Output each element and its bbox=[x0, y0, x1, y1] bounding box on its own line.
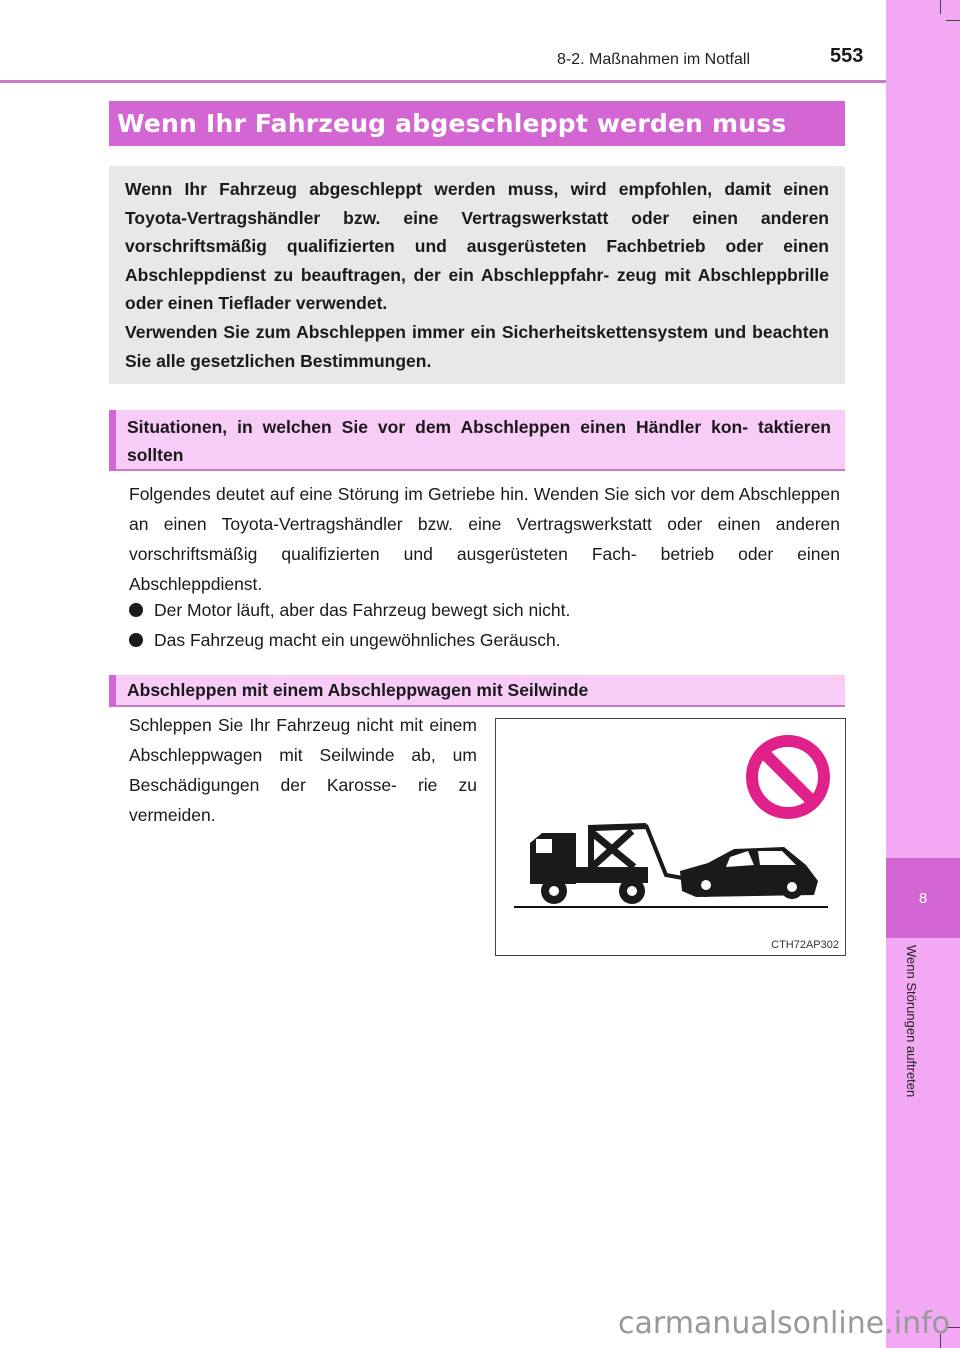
section-heading-winch-text: Abschleppen mit einem Abschleppwagen mit Seilwinde bbox=[127, 680, 589, 700]
prohibition-icon bbox=[752, 741, 824, 813]
intro-paragraph-1: Wenn Ihr Fahrzeug abgeschleppt werden muss, wird empfohlen, damit einen Toyota-Vertragshändler bzw. eine Vertragswerkstatt oder einen anderen vorschriftsmäßig qualifizierten und ausgerüsteten Fachbetrieb oder einen Abschleppdienst zu beauftragen, der ein Abschleppfahr- zeug mit Abschleppbrille oder einen Tieflader verwendet. bbox=[125, 179, 829, 314]
watermark: carmanualsonline.info bbox=[618, 1306, 950, 1341]
page-title-bar bbox=[109, 101, 845, 146]
tow-illustration bbox=[496, 719, 845, 955]
figure-code: CTH72AP302 bbox=[771, 939, 839, 951]
tow-truck-icon bbox=[530, 823, 688, 904]
section-heading-dealer bbox=[109, 410, 845, 471]
intro-box bbox=[109, 166, 845, 384]
bullet-icon bbox=[129, 603, 143, 617]
header-divider bbox=[0, 80, 886, 83]
section2-text: Schleppen Sie Ihr Fahrzeug nicht mit einem Abschleppwagen mit Seilwinde ab, um Beschädigungen der Karosse- rie zu vermeiden. bbox=[129, 715, 477, 825]
bullet-item bbox=[129, 625, 561, 655]
tow-truck-figure bbox=[495, 718, 846, 956]
section-heading-winch bbox=[109, 675, 845, 707]
bullet-item bbox=[129, 595, 570, 625]
intro-paragraph-2: Verwenden Sie zum Abschleppen immer ein Sicherheitskettensystem und beachten Sie alle gesetzlichen Bestimmungen. bbox=[125, 322, 829, 371]
chapter-title-vertical: Wenn Störungen auftreten bbox=[904, 945, 919, 1098]
crop-mark bbox=[946, 20, 960, 21]
car-icon bbox=[680, 847, 818, 899]
bullet-icon bbox=[129, 633, 143, 647]
page-number: 553 bbox=[830, 45, 864, 67]
crop-mark bbox=[940, 0, 941, 14]
section-heading-dealer-text: Situationen, in welchen Sie vor dem Abschleppen einen Händler kon- taktieren sollten bbox=[127, 417, 831, 465]
chapter-number: 8 bbox=[886, 858, 960, 938]
page-title: Wenn Ihr Fahrzeug abgeschleppt werden muss bbox=[117, 109, 787, 138]
bullet-text: Der Motor läuft, aber das Fahrzeug bewegt sich nicht. bbox=[154, 600, 571, 620]
section1-text: Folgendes deutet auf eine Störung im Getriebe hin. Wenden Sie sich vor dem Abschleppen an einen Toyota-Vertragshändler bzw. eine Vertragswerkstatt oder einen anderen vorschriftsmäßig qualifizierten und ausgerüsteten Fach- betrieb oder einen Abschleppdienst. bbox=[129, 484, 840, 594]
bullet-text: Das Fahrzeug macht ein ungewöhnliches Geräusch. bbox=[154, 630, 561, 650]
header-section-title: 8-2. Maßnahmen im Notfall bbox=[557, 51, 750, 68]
